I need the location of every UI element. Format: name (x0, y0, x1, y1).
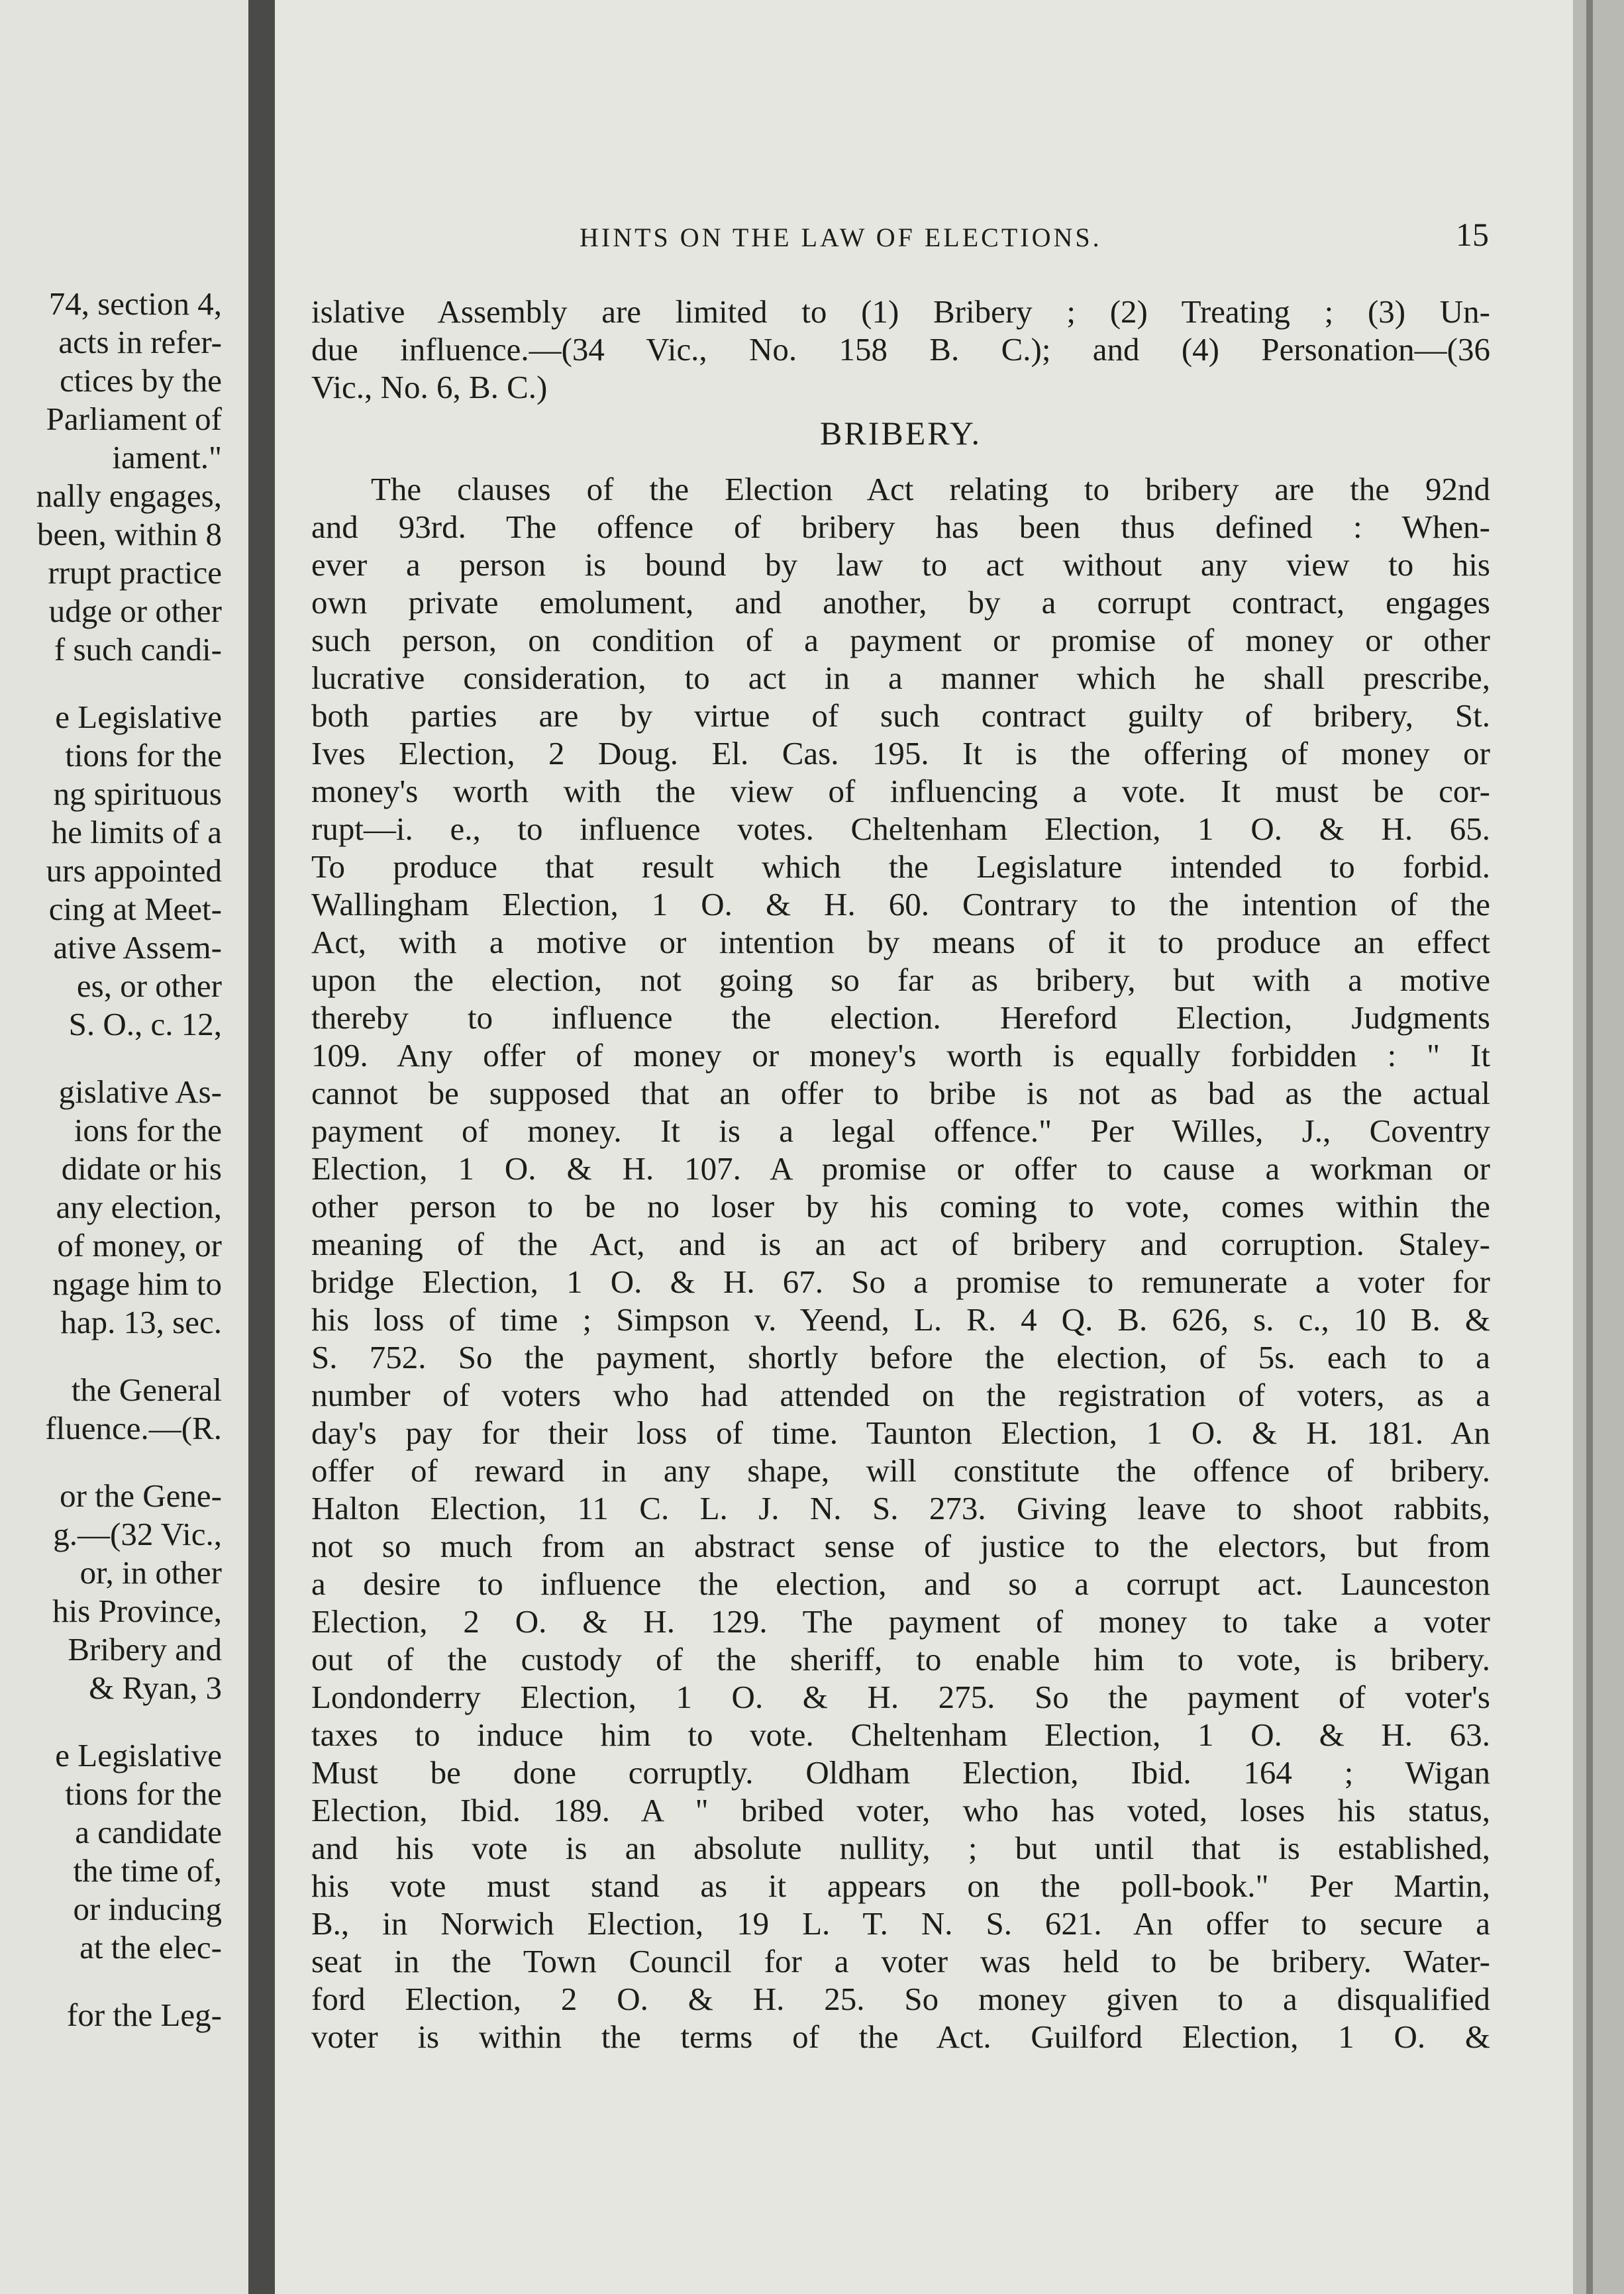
text-line: Bribery and (68, 1631, 222, 1668)
text-line: other person to be no loser by his coming to vote, comes within the (311, 1188, 1490, 1224)
text-line: payment of money. It is a legal offence." Per Willes, J., Coventry (311, 1113, 1490, 1149)
text-line: urs appointed (46, 852, 222, 889)
text-line: the time of, (73, 1852, 222, 1889)
text-line: or, in other (79, 1554, 222, 1591)
line-gap (0, 1044, 222, 1073)
text-line: meaning of the Act, and is an act of bribery and corruption. Staley- (311, 1226, 1490, 1262)
text-line: upon the election, not going so far as bribery, but with a motive (311, 962, 1490, 998)
text-line: Halton Election, 11 C. L. J. N. S. 273. Giving leave to shoot rabbits, (311, 1490, 1490, 1526)
text-line: his vote must stand as it appears on the poll-book." Per Martin, (311, 1868, 1490, 1904)
previous-page-fragment (0, 0, 248, 2294)
text-line: hap. 13, sec. (60, 1304, 222, 1340)
text-line: of money, or (57, 1227, 222, 1264)
text-line: rupt—i. e., to influence votes. Cheltenham Election, 1 O. & H. 65. (311, 811, 1490, 847)
text-line: Election, 1 O. & H. 107. A promise or offer to cause a workman or (311, 1150, 1490, 1187)
text-line: B., in Norwich Election, 19 L. T. N. S. 621. An offer to secure a (311, 1905, 1490, 1942)
text-line: taxes to induce him to vote. Cheltenham Election, 1 O. & H. 63. (311, 1717, 1490, 1753)
book-gutter (248, 0, 275, 2294)
text-line: ctices by the (60, 362, 222, 399)
text-line: Act, with a motive or intention by means of it to produce an effect (311, 924, 1490, 960)
text-line: 74, section 4, (48, 285, 222, 322)
text-line: ng spirituous (53, 775, 222, 812)
text-line: out of the custody of the sheriff, to enable him to vote, is bribery. (311, 1641, 1490, 1677)
text-line: Vic., No. 6, B. C.) (311, 369, 548, 405)
text-line: S. 752. So the payment, shortly before the election, of 5s. each to a (311, 1339, 1490, 1375)
text-line: and his vote is an absolute nullity, ; but until that is established, (311, 1830, 1490, 1866)
text-line: fluence.—(R. (45, 1410, 222, 1446)
text-line: a candidate (75, 1814, 222, 1850)
text-line: cannot be supposed that an offer to bribe is not as bad as the actual (311, 1075, 1490, 1111)
text-line: udge or other (48, 593, 222, 629)
line-gap (0, 1448, 222, 1477)
text-line: voter is within the terms of the Act. Guilford Election, 1 O. & (311, 2019, 1490, 2055)
text-line: or inducing (73, 1891, 222, 1927)
text-line: e Legislative (55, 1737, 222, 1773)
text-line: money's worth with the view of influencing a vote. It must be cor- (311, 773, 1490, 809)
text-line: gislative As- (58, 1073, 222, 1110)
text-line: g.—(32 Vic., (53, 1516, 222, 1552)
text-line: tions for the (65, 1775, 222, 1812)
running-head: HINTS ON THE LAW OF ELECTIONS. (580, 223, 1102, 252)
text-line: seat in the Town Council for a voter was held to be bribery. Water- (311, 1943, 1490, 1979)
text-line: Parliament of (46, 401, 222, 437)
text-line: ngage him to (52, 1266, 222, 1302)
text-line: bridge Election, 1 O. & H. 67. So a promise to remunerate a voter for (311, 1264, 1490, 1300)
text-line: The clauses of the Election Act relating to bribery are the 92nd (371, 471, 1490, 507)
page-edge-line (1586, 0, 1593, 2294)
page-edge-shadow (1573, 0, 1624, 2294)
text-line: Londonderry Election, 1 O. & H. 275. So the payment of voter's (311, 1679, 1490, 1715)
text-line: the General (71, 1371, 222, 1408)
text-line: & Ryan, 3 (89, 1670, 222, 1706)
line-gap (0, 1707, 222, 1736)
text-line: tions for the (65, 737, 222, 773)
text-line: his Province, (52, 1593, 222, 1629)
text-line: islative Assembly are limited to (1) Bribery ; (2) Treating ; (3) Un- (311, 293, 1490, 330)
previous-page-text (0, 285, 222, 2034)
line-gap (0, 1967, 222, 1996)
line-gap (0, 1342, 222, 1371)
text-line: f such candi- (54, 631, 222, 668)
text-line: and 93rd. The offence of bribery has been thus defined : When- (311, 509, 1490, 545)
text-line: any election, (56, 1189, 222, 1225)
text-line: To produce that result which the Legislature intended to forbid. (311, 848, 1490, 885)
text-line: such person, on condition of a payment or promise of money or other (311, 622, 1490, 658)
text-line: cing at Meet- (48, 891, 222, 927)
page-body (311, 293, 1490, 2056)
section-heading: BRIBERY. (820, 415, 982, 452)
text-line: own private emolument, and another, by a corrupt contract, engages (311, 584, 1490, 621)
text-line: e Legislative (55, 699, 222, 735)
text-line: didate or his (61, 1150, 222, 1187)
text-line: ford Election, 2 O. & H. 25. So money given to a disqualified (311, 1981, 1490, 2017)
text-line: he limits of a (51, 814, 222, 850)
text-line: iament." (112, 439, 222, 475)
text-line: es, or other (76, 968, 222, 1004)
text-line: both parties are by virtue of such contract guilty of bribery, St. (311, 697, 1490, 734)
text-line: or the Gene- (60, 1477, 222, 1514)
line-gap (0, 669, 222, 698)
text-line: a desire to influence the election, and so a corrupt act. Launceston (311, 1566, 1490, 1602)
bribery-paragraph (311, 470, 1490, 2056)
text-line: ever a person is bound by law to act without any view to his (311, 546, 1490, 583)
text-line: rrupt practice (48, 554, 222, 591)
text-line: thereby to influence the election. Hereford Election, Judgments (311, 999, 1490, 1036)
text-line: his loss of time ; Simpson v. Yeend, L. R. 4 Q. B. 626, s. c., 10 B. & (311, 1301, 1490, 1338)
text-line: Must be done corruptly. Oldham Election, Ibid. 164 ; Wigan (311, 1754, 1490, 1791)
intro-paragraph (311, 293, 1490, 406)
text-line: Wallingham Election, 1 O. & H. 60. Contrary to the intention of the (311, 886, 1490, 923)
text-line: nally engages, (36, 477, 222, 514)
text-line: due influence.—(34 Vic., No. 158 B. C.); and (4) Personation—(36 (311, 331, 1490, 368)
text-line: S. O., c. 12, (68, 1006, 222, 1042)
text-line: acts in refer- (58, 324, 222, 360)
text-line: ions for the (74, 1112, 222, 1148)
text-line: Election, 2 O. & H. 129. The payment of money to take a voter (311, 1603, 1490, 1640)
text-line: 109. Any offer of money or money's worth is equally forbidden : " It (311, 1037, 1490, 1073)
text-line: ative Assem- (53, 929, 222, 966)
text-line: lucrative consideration, to act in a manner which he shall prescribe, (311, 660, 1490, 696)
text-line: been, within 8 (37, 516, 222, 552)
text-line: not so much from an abstract sense of justice to the electors, but from (311, 1528, 1490, 1564)
text-line: at the elec- (79, 1929, 222, 1966)
text-line: for the Leg- (67, 1997, 222, 2033)
text-line: offer of reward in any shape, will constitute the offence of bribery. (311, 1452, 1490, 1489)
text-line: number of voters who had attended on the registration of voters, as a (311, 1377, 1490, 1413)
text-line: day's pay for their loss of time. Taunton Election, 1 O. & H. 181. An (311, 1415, 1490, 1451)
text-line: Ives Election, 2 Doug. El. Cas. 195. It is the offering of money or (311, 735, 1490, 772)
page-number: 15 (1456, 216, 1489, 253)
text-line: Election, Ibid. 189. A " bribed voter, who has voted, loses his status, (311, 1792, 1490, 1828)
